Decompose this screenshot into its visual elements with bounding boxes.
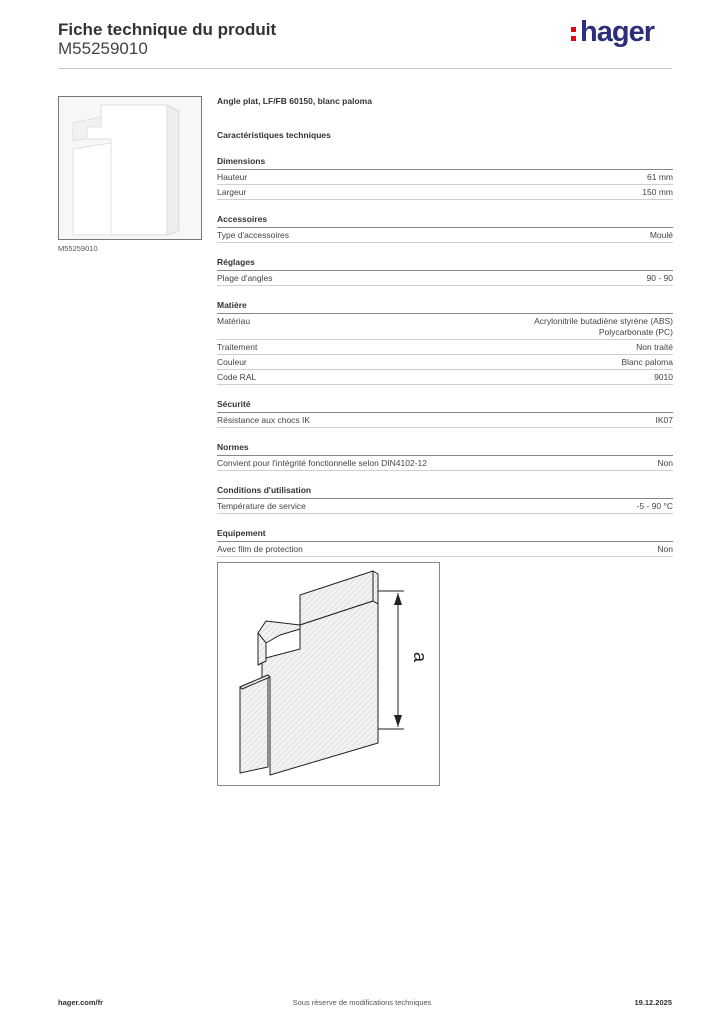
spec-value: Non bbox=[657, 458, 673, 468]
spec-value-line: Acrylonitrile butadiène styrène (ABS) bbox=[534, 316, 673, 326]
spec-row bbox=[217, 499, 673, 514]
spec-label: Température de service bbox=[217, 501, 306, 511]
spec-value bbox=[534, 316, 673, 338]
spec-row bbox=[217, 413, 673, 428]
spec-row bbox=[217, 314, 673, 340]
spec-group-equipement bbox=[217, 528, 673, 557]
spec-label: Type d'accessoires bbox=[217, 230, 290, 240]
spec-label: Plage d'angles bbox=[217, 273, 273, 283]
footer-center: Sous réserve de modifications techniques bbox=[292, 998, 432, 1007]
spec-group-securite bbox=[217, 399, 673, 428]
spec-row bbox=[217, 185, 673, 200]
spec-row bbox=[217, 170, 673, 185]
spec-value: -5 - 90 °C bbox=[636, 501, 673, 511]
spec-row bbox=[217, 228, 673, 243]
footer-date: 19.12.2025 bbox=[634, 998, 672, 1007]
spec-group-normes bbox=[217, 442, 673, 471]
page-title: Fiche technique du produit bbox=[58, 20, 277, 39]
logo-text: hager bbox=[580, 16, 654, 48]
spec-group-reglages bbox=[217, 257, 673, 286]
spec-value: 9010 bbox=[654, 372, 673, 382]
spec-group-title: Accessoires bbox=[217, 214, 673, 228]
spec-label: Couleur bbox=[217, 357, 247, 367]
spec-label: Largeur bbox=[217, 187, 247, 197]
spec-row bbox=[217, 340, 673, 355]
spec-group-title: Normes bbox=[217, 442, 673, 456]
dimension-label: a bbox=[410, 651, 430, 663]
tech-characteristics-heading: Caractéristiques techniques bbox=[217, 130, 331, 140]
technical-drawing-svg bbox=[218, 563, 439, 785]
product-name: Angle plat, LF/FB 60150, blanc paloma bbox=[217, 96, 372, 106]
header-divider bbox=[58, 68, 672, 69]
spec-group-conditions bbox=[217, 485, 673, 514]
spec-group-accessoires bbox=[217, 214, 673, 243]
spec-label: Code RAL bbox=[217, 372, 257, 382]
spec-group-title: Conditions d'utilisation bbox=[217, 485, 673, 499]
product-thumbnail bbox=[58, 96, 202, 240]
spec-value: Moulé bbox=[649, 230, 673, 240]
spec-label: Avec film de protection bbox=[217, 544, 303, 554]
spec-label: Convient pour l'intégrité fonctionnelle selon DIN4102-12 bbox=[217, 458, 428, 468]
spec-value: IK07 bbox=[655, 415, 673, 425]
spec-value: 150 mm bbox=[642, 187, 673, 197]
spec-value: Non traité bbox=[636, 342, 673, 352]
spec-group-title: Equipement bbox=[217, 528, 673, 542]
spec-row bbox=[217, 271, 673, 286]
spec-value: 61 mm bbox=[647, 172, 673, 182]
spec-value: 90 - 90 bbox=[646, 273, 673, 283]
product-reference: M55259010 bbox=[58, 39, 148, 58]
spec-row bbox=[217, 355, 673, 370]
specs-column bbox=[217, 96, 673, 587]
spec-group-title: Sécurité bbox=[217, 399, 673, 413]
product-thumbnail-image bbox=[59, 97, 201, 239]
spec-label: Traitement bbox=[217, 342, 258, 352]
hager-logo bbox=[571, 16, 654, 49]
technical-drawing bbox=[217, 562, 440, 786]
spec-label: Résistance aux chocs IK bbox=[217, 415, 311, 425]
spec-group-dimensions bbox=[217, 156, 673, 200]
spec-value: Non bbox=[657, 544, 673, 554]
footer-website-link[interactable]: hager.com/fr bbox=[58, 998, 104, 1007]
spec-value: Blanc paloma bbox=[621, 357, 673, 367]
spec-group-matiere bbox=[217, 300, 673, 385]
spec-label: Hauteur bbox=[217, 172, 248, 182]
spec-row bbox=[217, 370, 673, 385]
spec-row bbox=[217, 542, 673, 557]
spec-value-line: Polycarbonate (PC) bbox=[598, 327, 673, 337]
spec-group-title: Matière bbox=[217, 300, 673, 314]
spec-label: Matériau bbox=[217, 316, 251, 326]
spec-group-title: Dimensions bbox=[217, 156, 673, 170]
spec-row bbox=[217, 456, 673, 471]
thumbnail-caption: M55259010 bbox=[58, 244, 98, 253]
spec-group-title: Réglages bbox=[217, 257, 673, 271]
